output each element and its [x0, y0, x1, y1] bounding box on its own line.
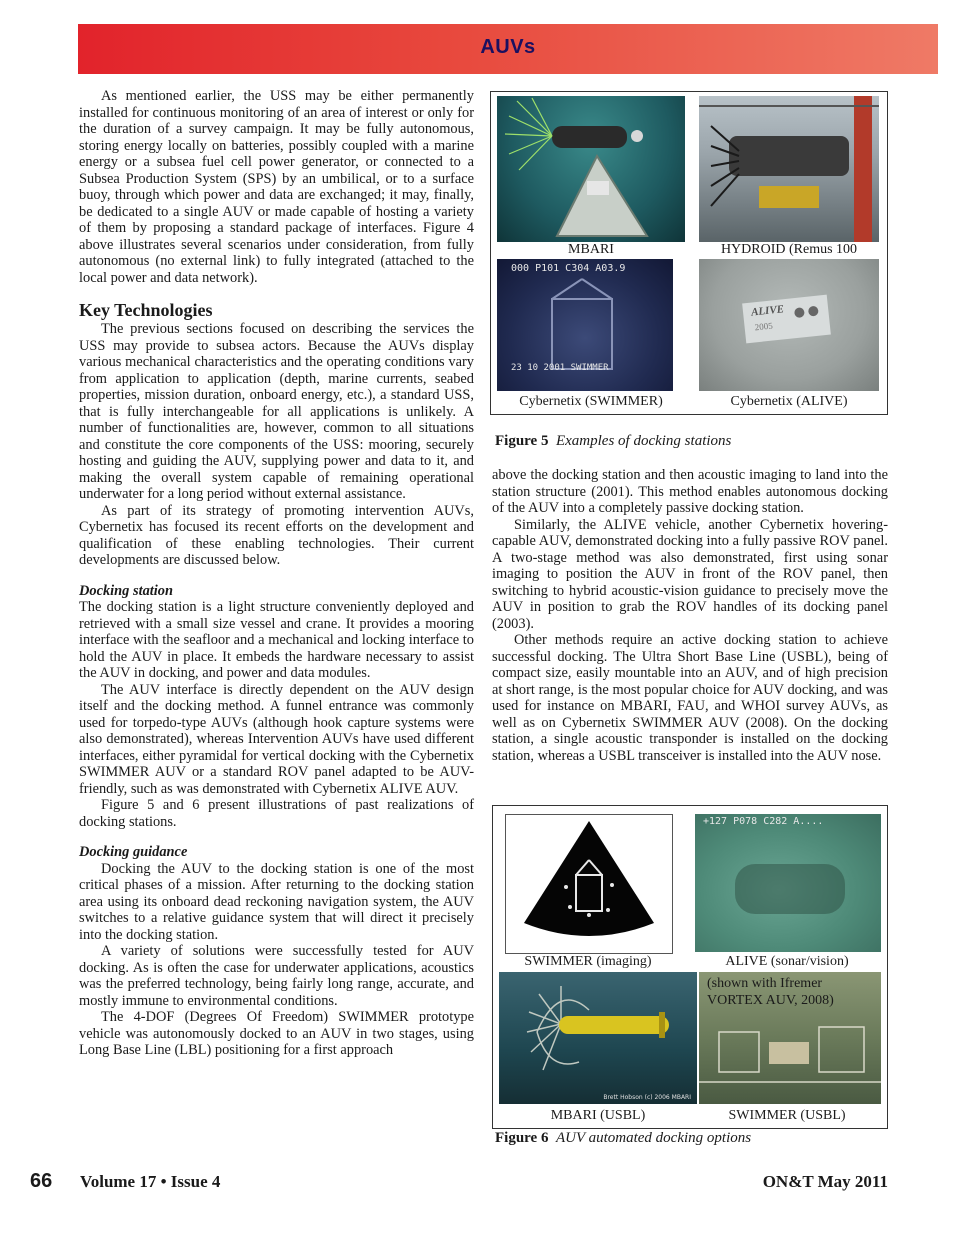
- alive-plate: [742, 295, 831, 344]
- left-column: [79, 88, 474, 1059]
- heading-key-technologies: Key Technologies: [79, 300, 213, 320]
- mbari-usbl-image: [499, 972, 697, 1104]
- mbari-docking-photo: [497, 96, 685, 242]
- paragraph: Similarly, the ALIVE vehicle, another Cybernetix hovering-capable AUV, demonstrated docking into a fully passive ROV panel. A two-stage method was also demonstrated, first using sonar imaging to position the AUV in front of the ROV panel, then switching to hybrid acoustic-vision guidance to precisely move the AUV in position to grab the ROV handles of its docking panel (2003).: [492, 516, 888, 632]
- caption-vortex: VORTEX AUV, 2008): [707, 993, 834, 1008]
- figure-6-label: Figure 6: [495, 1130, 549, 1146]
- paragraph: As mentioned earlier, the USS may be either permanently installed for continuous monitoring of an area of interest or only for the duration of a survey campaign. It may be fully autonomous, storing energy locally on batteries, possibly coupled with a marine energy or a subsea fuel cell power generator, or connected to a Subsea Production System (SPS) by an umbilical, or to a surface buoy, through which power and data are exchanged; it may, finally, be dedicated to a single AUV or made capable of hosting a variety of them by proposing a standard package of interfaces. Figure 4 above illustrates several scenarios under consideration, from fully autonomous (no external link) to fully integrated (attached to the local power and data network).: [79, 88, 474, 286]
- torpedo-auv-icon: [499, 972, 697, 1104]
- docking-pyramid-icon: [497, 96, 685, 242]
- figure-6-panel: [492, 805, 888, 1129]
- figure-5-label: Figure 5: [495, 433, 549, 449]
- hydroid-docking-photo: [699, 96, 879, 242]
- figure-5-title: Examples of docking stations: [555, 433, 732, 449]
- section-banner: [78, 24, 938, 74]
- page-number: 66: [30, 1170, 53, 1192]
- caption-alive-sonar: ALIVE (sonar/vision): [725, 954, 849, 969]
- caption-mbari-usbl: MBARI (USBL): [550, 1108, 646, 1123]
- footer-volume: Volume 17 • Issue 4: [80, 1172, 221, 1191]
- video-overlay-top: 000 P101 C304 A03.9: [511, 263, 626, 274]
- caption-shown-with: (shown with Ifremer: [707, 976, 823, 991]
- caption-hydroid: HYDROID (Remus 100: [720, 242, 858, 257]
- paragraph: Other methods require an active docking station to achieve successful docking. The Ultra Short Base Line (USBL), being of compact size, easily mountable into an AUV, and of high precision at short range, is the most popular choice for AUV docking, and was used for instance on MBARI, FAU, and WHOI survey AUVs, as well as on Cybernetix SWIMMER AUV (2008). On the docking station, a single acoustic transponder is installed on the docking station, whereas a USBL transceiver is installed into the AUV nose.: [492, 632, 888, 764]
- paragraph: The docking station is a light structure conveniently deployed and retrieved with a small size vessel and crane. It provides a mooring interface with the seafloor and a mechanical and locking interface to hold the AUV in place. It embeds the hardware necessary to assist the AUV in docking, and power and data modules.: [79, 599, 474, 681]
- right-column: [492, 467, 888, 764]
- paragraph: Figure 5 and 6 present illustrations of past realizations of docking stations.: [79, 797, 474, 830]
- heading-docking-guidance: Docking guidance: [79, 844, 188, 860]
- caption-swimmer-usbl: SWIMMER (USBL): [728, 1108, 846, 1123]
- swimmer-docking-photo: [497, 259, 673, 391]
- paragraph: As part of its strategy of promoting intervention AUVs, Cybernetix has focused its recent efforts on the development and qualification of these enabling technologies. Their current developments are discussed below.: [79, 502, 474, 568]
- paragraph: Docking the AUV to the docking station is one of the most critical phases of a mission. After returning to the docking station area using its onboard dead reckoning navigation system, the AUV switches to a relative guidance system that will direct it precisely into the docking station.: [79, 860, 474, 943]
- caption-swimmer: Cybernetix (SWIMMER): [519, 394, 663, 409]
- figure-5-caption: [495, 433, 731, 450]
- sonar-fan-icon: [506, 815, 672, 953]
- photo-credit: Brett Hobson (c) 2006 MBARI: [603, 1094, 691, 1101]
- paragraph: The previous sections focused on describing the services the USS may provide to subsea actors. Because the AUVs display various mechanical characteristics and the operating conditions vary from application to application (depth, marine currents, seabed properties, mission duration, onboard energy, etc.), a standard USS, that is fully interchangeable for all applications is unlikely. A number of functionalities are, however, common to all situations and constitute the core components of the USS: mooring, securely hosting and guiding the AUV, supplying power and data to it, and making the overall system capable of remaining operational underwater for a long period without external assistance.: [79, 321, 474, 502]
- video-overlay-bottom: 23 10 2001 SWIMMER: [511, 363, 609, 373]
- caption-swimmer-imaging: SWIMMER (imaging): [524, 954, 652, 969]
- swimmer-sonar-image: [505, 814, 673, 954]
- footer-magazine: ON&T May 2011: [762, 1172, 888, 1191]
- alive-plate-text: ALIVE: [750, 303, 785, 319]
- alive-vision-image: [695, 814, 881, 952]
- section-title: AUVs: [480, 36, 536, 58]
- paragraph: The AUV interface is directly dependent on the AUV design itself and the docking method. A funnel entrance was commonly used for torpedo-type AUVs (although hook capture systems were also demonstrated), whereas Intervention AUVs have used different interfaces, either pyramidal for vertical docking with the Cybernetix SWIMMER AUV or a standard ROV panel adapted to be AUV-friendly, such as was demonstrated with Cybernetix ALIVE AUV.: [79, 681, 474, 797]
- video-overlay-top: +127 P078 C282 A....: [703, 816, 824, 827]
- heading-docking-station: Docking station: [79, 582, 173, 599]
- paragraph: above the docking station and then acoustic imaging to land into the station structure (2001). This method enables autonomous docking of the AUV into a completely passive docking station.: [492, 467, 888, 516]
- alive-plate-year: 2005: [754, 320, 774, 333]
- paragraph: A variety of solutions were successfully tested for AUV docking. As is often the case for underwater applications, acoustics was the preferred technology, being fairly long range, accurate, and mostly immune to environmental conditions.: [79, 943, 474, 1009]
- figure-5-panel: [490, 91, 888, 415]
- alive-docking-photo: [699, 259, 879, 391]
- figure-6-title: AUV automated docking options: [555, 1130, 752, 1146]
- caption-alive: Cybernetix (ALIVE): [730, 394, 848, 409]
- caption-mbari: MBARI: [568, 242, 614, 257]
- figure-6-caption: [495, 1130, 751, 1147]
- paragraph: The 4-DOF (Degrees Of Freedom) SWIMMER prototype vehicle was autonomously docked to an AUV in two stages, using Long Base Line (LBL) positioning for a first approach: [79, 1009, 474, 1058]
- funnel-dock-icon: [699, 96, 879, 242]
